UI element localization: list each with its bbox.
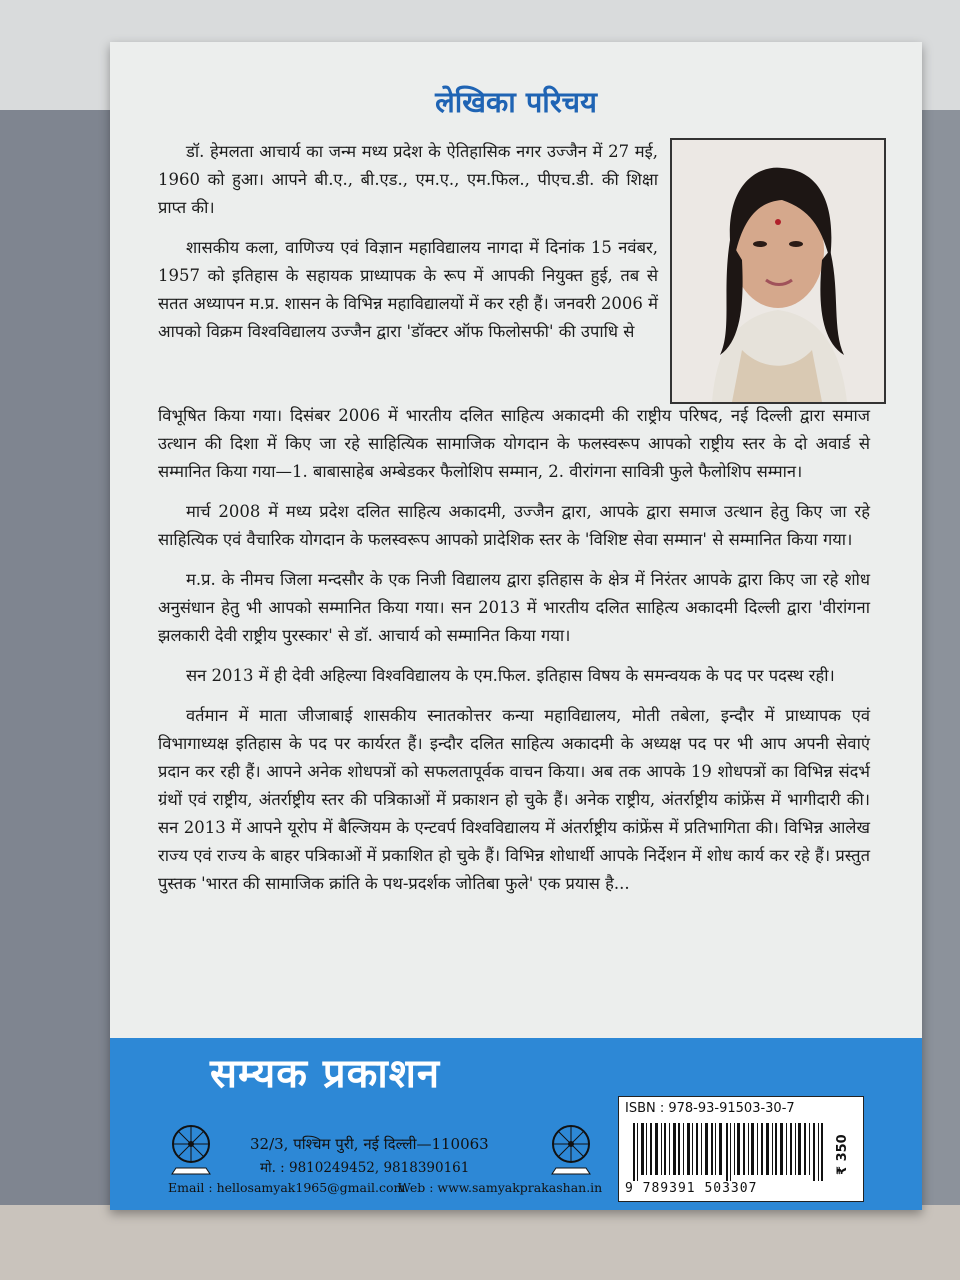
publisher-name: सम्यक प्रकाशन — [210, 1051, 441, 1097]
isbn-box — [618, 1096, 864, 1202]
price-label: ₹ 350 — [835, 1134, 850, 1176]
publisher-phone: मो. : 9810249452, 9818390161 — [260, 1160, 470, 1176]
book-back-cover — [110, 42, 922, 1210]
paragraph: विभूषित किया गया। दिसंबर 2006 में भारतीय दलित साहित्य अकादमी की राष्ट्रीय परिषद, नई दिल्ली द्वारा समाज उत्थान की दिशा में किए जा रहे साहित्यिक सामाजिक योगदान के फलस्वरूप आपको राष्ट्रीय स्तर के दो अवार्ड से सम्मानित किया गया—1. बाबासाहेब अम्बेडकर फैलोशिप सम्मान, 2. वीरांगना सावित्री फुले फैलोशिप सम्मान। — [158, 406, 870, 481]
barcode-icon — [633, 1123, 823, 1181]
paragraph: वर्तमान में माता जीजाबाई शासकीय स्नातकोत्तर कन्या महाविद्यालय, मोती तबेला, इन्दौर में प्राध्यापक एवं विभागाध्यक्ष इतिहास के पद पर कार्यरत हैं। इन्दौर दलित साहित्य अकादमी के अध्यक्ष पद पर भी आप अपनी सेवाएं प्रदान कर रही हैं। आपने अनेक शोधपत्रों को सफलतापूर्वक वाचन किया। अब तक आपके 19 शोधपत्रों का विभिन्न संदर्भ ग्रंथों एवं राष्ट्रीय, अंतर्राष्ट्रीय स्तर की पत्रिकाओं में प्रकाशन हो चुके हैं। अनेक राष्ट्रीय, अंतर्राष्ट्रीय कांफ्रेंस में भागीदारी की। सन 2013 में आपने यूरोप में बैल्जियम के एन्टवर्प विश्वविद्यालय में अंतर्राष्ट्रीय कांफ्रेंस में प्रतिभागिता की। विभिन्न आलेख राज्य एवं राज्य के बाहर पत्रिकाओं में प्रकाशित हो चुके हैं। विभिन्न शोधार्थी आपके निर्देशन में शोध कार्य कर रहे हैं। प्रस्तुत पुस्तक 'भारत की सामाजिक क्रांति के पथ-प्रदर्शक जोतिबा फुले' एक प्रयास है... — [158, 706, 870, 893]
publisher-email: Email : hellosamyak1965@gmail.com — [168, 1180, 406, 1195]
body-text — [158, 402, 870, 910]
background-floor — [0, 1205, 960, 1280]
paragraph: म.प्र. के नीमच जिला मन्दसौर के एक निजी विद्यालय द्वारा इतिहास के क्षेत्र में निरंतर आपके द्वारा किए जा रहे शोध अनुसंधान हेतु भी आपको सम्मानित किया गया। सन 2013 में भारतीय दलित साहित्य अकादमी दिल्ली द्वारा 'वीरांगना झलकारी देवी राष्ट्रीय पुरस्कार' से डॉ. आचार्य को सम्मानित किया गया। — [158, 570, 870, 645]
page-title: लेखिका परिचय — [435, 85, 597, 119]
publisher-address: 32/3, पश्चिम पुरी, नई दिल्ली—110063 — [250, 1135, 489, 1153]
publisher-band — [110, 1038, 922, 1210]
author-photo — [670, 138, 886, 404]
intro-text — [158, 138, 658, 346]
background-wall-left — [0, 110, 115, 1210]
paragraph: डॉ. हेमलता आचार्य का जन्म मध्य प्रदेश के ऐतिहासिक नगर उज्जैन में 27 मई, 1960 को हुआ। आपने बी.ए., बी.एड., एम.ए., एम.फिल., पीएच.डी. की शिक्षा प्राप्त की। — [158, 142, 658, 217]
ashoka-chakra-icon — [542, 1118, 600, 1176]
isbn-label: ISBN : 978-93-91503-30-7 — [625, 1101, 795, 1116]
paragraph: सन 2013 में ही देवी अहिल्या विश्वविद्यालय के एम.फिल. इतिहास विषय के समन्वयक के पद पर पदस्थ रही। — [186, 666, 835, 685]
publisher-website: Web : www.samyakprakashan.in — [398, 1180, 603, 1195]
paragraph: मार्च 2008 में मध्य प्रदेश दलित साहित्य अकादमी, उज्जैन द्वारा, आपके द्वारा समाज उत्थान हेतु किए जा रहे साहित्यिक एवं वैचारिक योगदान के फलस्वरूप आपको प्रादेशिक स्तर के 'विशिष्ट सेवा सम्मान' से सम्मानित किया गया। — [158, 502, 870, 549]
isbn-digits: 9 789391 503307 — [625, 1181, 758, 1196]
paragraph: शासकीय कला, वाणिज्य एवं विज्ञान महाविद्यालय नागदा में दिनांक 15 नवंबर, 1957 को इतिहास के सहायक प्राध्यापक के रूप में आपकी नियुक्त हुई, तब से सतत अध्यापन म.प्र. शासन के विभिन्न महाविद्यालयों में कर रही हैं। जनवरी 2006 में आपको विक्रम विश्वविद्यालय उज्जैन द्वारा 'डॉक्टर ऑफ फिलोसफी' की उपाधि से — [158, 238, 658, 341]
ashoka-chakra-icon — [162, 1118, 220, 1176]
